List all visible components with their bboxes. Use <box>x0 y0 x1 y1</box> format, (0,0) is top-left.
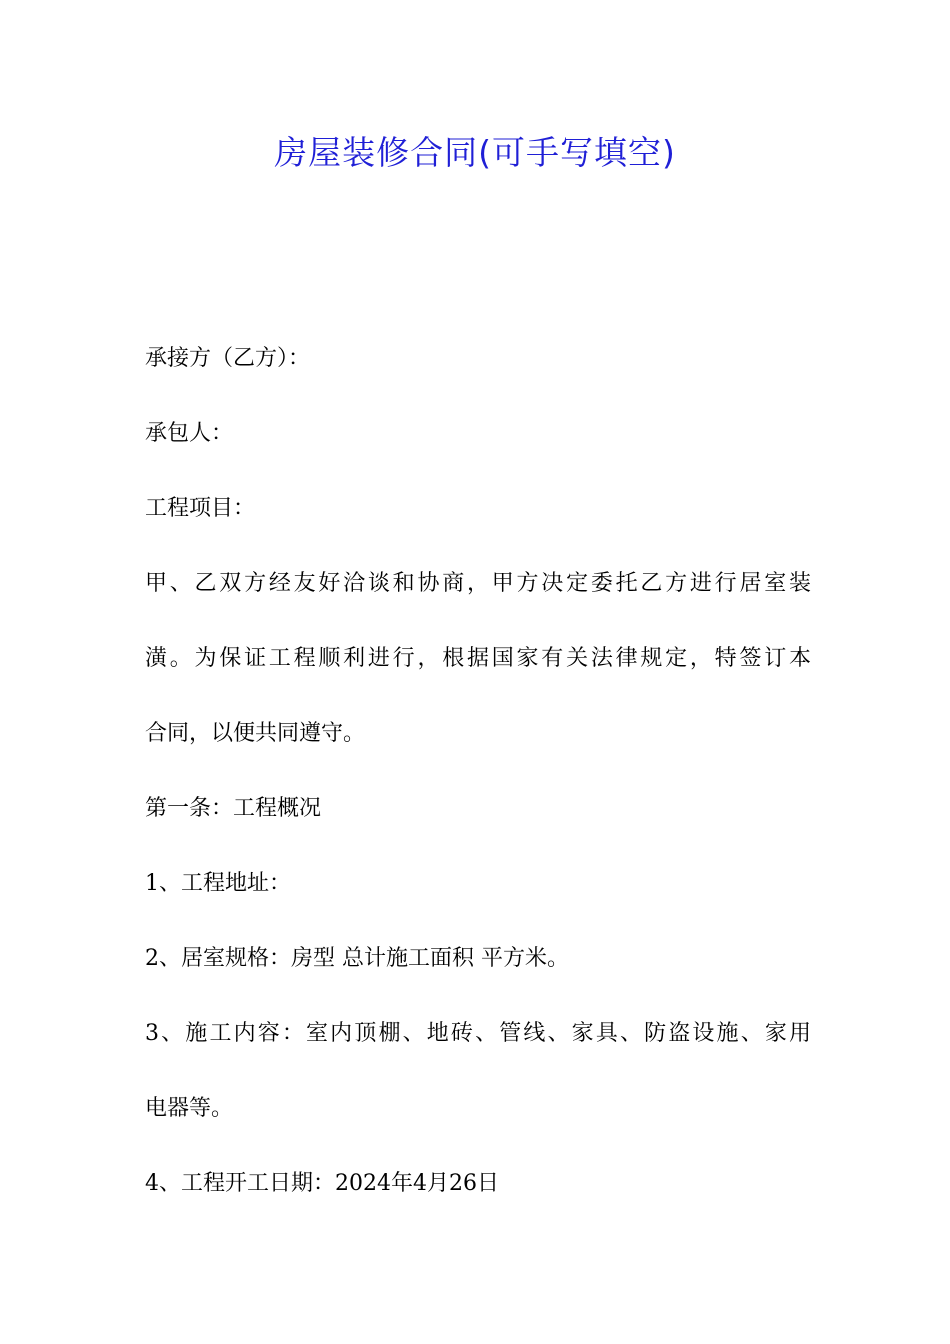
document-title: 房屋装修合同(可手写填空) <box>274 133 676 172</box>
preamble-line-2: 潢。为保证工程顺利进行，根据国家有关法律规定，特签订本 <box>145 646 811 671</box>
party-b-line: 承接方（乙方）： <box>145 346 311 371</box>
preamble-line-3: 合同，以便共同遵守。 <box>145 721 366 746</box>
article-one-heading: 第一条：工程概况 <box>145 796 322 821</box>
contract-body <box>145 338 811 1238</box>
contractor-line: 承包人： <box>145 421 234 446</box>
item-construction-content-line-2: 电器等。 <box>145 1096 234 1121</box>
item-start-date: 4、工程开工日期：2024年4月26日 <box>145 1171 499 1196</box>
preamble-line-1: 甲、乙双方经友好洽谈和协商，甲方决定委托乙方进行居室装 <box>145 571 811 596</box>
item-construction-content-line-1: 3、施工内容：室内顶棚、地砖、管线、家具、防盗设施、家用 <box>145 1021 811 1046</box>
item-address: 1、工程地址： <box>145 871 291 896</box>
item-room-spec: 2、居室规格：房型 总计施工面积 平方米。 <box>145 946 569 971</box>
project-line: 工程项目： <box>145 496 256 521</box>
